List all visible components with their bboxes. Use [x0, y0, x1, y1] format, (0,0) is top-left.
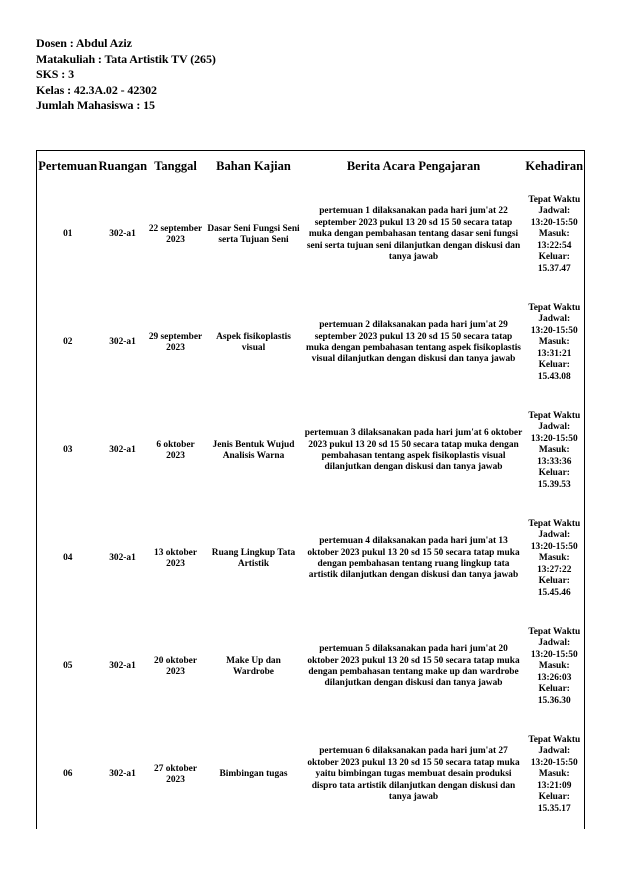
table-row — [37, 397, 585, 505]
class-code: Kelas : 42.3A.02 - 42302 — [36, 82, 157, 97]
table-row — [37, 613, 585, 721]
lesson-report: pertemuan 2 dilaksanakan pada hari jum'at 29 september 2023 pukul 13 20 sd 15 50 secara tatap muka dengan pembahasan tentang aspek fisikoplastis visual dilanjutkan dengan diskusi dan tanya jawab — [306, 320, 521, 365]
table-row — [37, 289, 585, 397]
schedule-time: Jadwal: 13:20-15:50 — [530, 746, 578, 768]
check-out-time: Keluar: 15.39.53 — [537, 468, 571, 490]
col-header-kehadiran: Kehadiran — [525, 158, 584, 173]
table-row — [37, 181, 585, 289]
session-number: 01 — [63, 229, 73, 240]
check-in-time: Masuk: 13:27:22 — [537, 553, 572, 575]
attendance-status: Tepat Waktu — [528, 303, 581, 314]
check-in-time: Masuk: 13:26:03 — [537, 661, 572, 683]
col-header-berita-acara: Berita Acara Pengajaran — [346, 158, 481, 173]
attendance-status: Tepat Waktu — [528, 411, 581, 422]
col-header-tanggal: Tanggal — [154, 158, 197, 173]
topic: Aspek fisikoplastis visual — [216, 331, 291, 353]
course-name: Matakuliah : Tata Artistik TV (265) — [36, 51, 216, 66]
check-out-time: Keluar: 15.43.08 — [537, 360, 571, 382]
attendance-cell — [525, 289, 585, 397]
lesson-report: pertemuan 5 dilaksanakan pada hari jum'at 20 oktober 2023 pukul 13 20 sd 15 50 secara tatap muka dengan pembahasan tentang make up dan wardrobe dilanjutkan dengan diskusi dan tanya jawab — [307, 644, 520, 689]
session-number: 02 — [63, 337, 73, 348]
schedule-time: Jadwal: 13:20-15:50 — [530, 314, 578, 336]
session-number: 04 — [63, 553, 73, 564]
session-number: 06 — [63, 769, 73, 780]
lesson-report: pertemuan 3 dilaksanakan pada hari jum'at 6 oktober 2023 pukul 13 20 sd 15 50 secara tatap muka dengan pembahasan tentang aspek fisikoplastis visual dilanjutkan dengan diskusi dan tanya jawab — [304, 428, 523, 473]
check-out-time: Keluar: 15.45.46 — [537, 576, 571, 598]
lesson-report: pertemuan 6 dilaksanakan pada hari jum'at 27 oktober 2023 pukul 13 20 sd 15 50 secara tatap muka yaitu bimbingan tugas membuat desain produksi dispro tata artistik dilanjutkan dengan diskusi dan tanya jawab — [307, 746, 520, 803]
topic: Make Up dan Wardrobe — [226, 655, 281, 677]
check-out-time: Keluar: 15.35.17 — [537, 792, 571, 814]
check-out-time: Keluar: 15.36.30 — [537, 684, 571, 706]
schedule-time: Jadwal: 13:20-15:50 — [530, 530, 578, 552]
col-header-ruangan: Ruangan — [98, 158, 148, 173]
schedule-time: Jadwal: 13:20-15:50 — [530, 638, 578, 660]
check-in-time: Masuk: 13:21:09 — [537, 769, 572, 791]
room: 302-a1 — [109, 661, 136, 672]
date: 27 oktober 2023 — [154, 763, 197, 785]
check-out-time: Keluar: 15.37.47 — [537, 252, 571, 274]
lecturer-name: Dosen : Abdul Aziz — [36, 36, 132, 50]
date: 20 oktober 2023 — [154, 655, 197, 677]
attendance-status: Tepat Waktu — [528, 519, 581, 530]
attendance-status: Tepat Waktu — [528, 735, 581, 746]
topic: Bimbingan tugas — [219, 769, 288, 780]
date: 22 september 2023 — [148, 223, 203, 245]
room: 302-a1 — [109, 337, 136, 348]
schedule-time: Jadwal: 13:20-15:50 — [530, 206, 578, 228]
topic: Dasar Seni Fungsi Seni serta Tujuan Seni — [207, 223, 300, 245]
lesson-report: pertemuan 1 dilaksanakan pada hari jum'at 22 september 2023 pukul 13 20 sd 15 50 secara tatap muka dengan pembahasan tentang dasar seni fungsi seni serta tujuan seni dilanjutkan dengan diskusi dan tanya jawab — [306, 206, 521, 263]
attendance-cell — [525, 397, 585, 505]
session-number: 05 — [63, 661, 73, 672]
attendance-cell — [525, 721, 585, 829]
room: 302-a1 — [109, 229, 136, 240]
schedule-time: Jadwal: 13:20-15:50 — [530, 422, 578, 444]
col-header-bahan-kajian: Bahan Kajian — [216, 158, 291, 173]
date: 6 oktober 2023 — [156, 439, 195, 461]
col-header-pertemuan: Pertemuan — [38, 158, 98, 173]
table-row — [37, 505, 585, 613]
check-in-time: Masuk: 13:31:21 — [537, 337, 572, 359]
date: 13 oktober 2023 — [154, 547, 197, 569]
table-header-row — [37, 151, 585, 182]
room: 302-a1 — [109, 445, 136, 456]
attendance-cell — [525, 505, 585, 613]
course-info — [36, 36, 216, 114]
date: 29 september 2023 — [148, 331, 203, 353]
attendance-status: Tepat Waktu — [528, 195, 581, 206]
attendance-cell — [525, 613, 585, 721]
check-in-time: Masuk: 13:33:36 — [537, 445, 572, 467]
attendance-cell — [525, 181, 585, 289]
topic: Ruang Lingkup Tata Artistik — [211, 547, 296, 569]
room: 302-a1 — [109, 553, 136, 564]
student-count: Jumlah Mahasiswa : 15 — [36, 98, 155, 112]
attendance-status: Tepat Waktu — [528, 627, 581, 638]
credit-units: SKS : 3 — [36, 67, 74, 81]
session-number: 03 — [63, 445, 73, 456]
room: 302-a1 — [109, 769, 136, 780]
table-row — [37, 721, 585, 829]
topic: Jenis Bentuk Wujud Analisis Warna — [212, 439, 295, 461]
check-in-time: Masuk: 13:22:54 — [537, 229, 572, 251]
lesson-report: pertemuan 4 dilaksanakan pada hari jum'at 13 oktober 2023 pukul 13 20 sd 15 50 secara tatap muka dengan pembahasan tentang ruang lingkup tata artistik dilanjutkan dengan diskusi dan tanya jawab — [307, 536, 520, 581]
attendance-table — [36, 150, 585, 829]
